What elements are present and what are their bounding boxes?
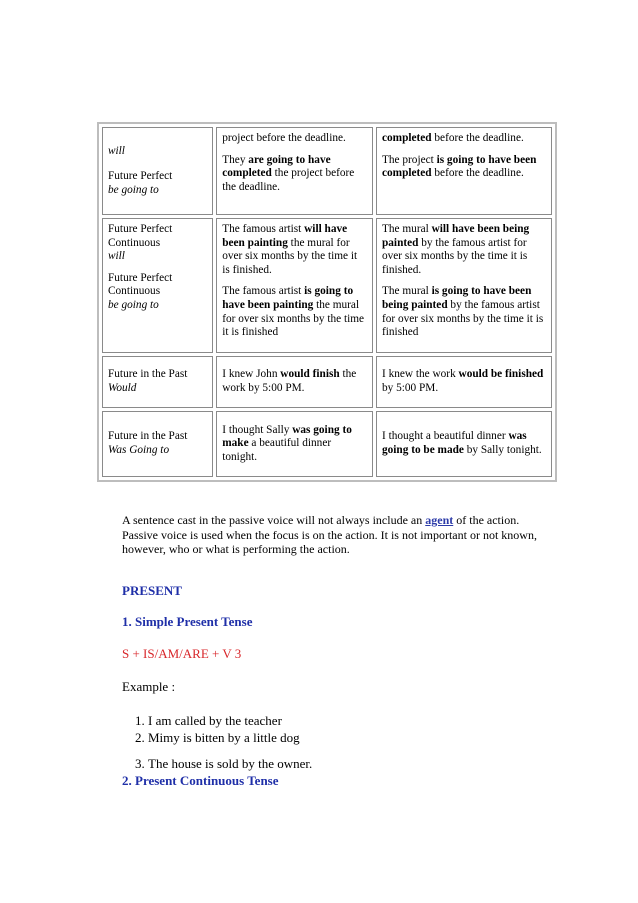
passive-text — [382, 285, 546, 339]
example-list — [122, 712, 312, 772]
tense-text: Future Perfect — [108, 271, 173, 284]
text-span: the mural for over six months by the time it is finished. — [222, 236, 358, 276]
subheading-present-continuous: 2. Present Continuous Tense — [122, 773, 279, 788]
tense-cell — [102, 218, 213, 353]
active-text — [222, 154, 367, 195]
verb-bold: would finish — [280, 368, 340, 381]
passive-cell — [376, 127, 552, 215]
example-label: Example : — [122, 679, 176, 694]
text-span: by the famous artist for over six months by the time it is finished. — [382, 236, 528, 276]
active-cell — [216, 218, 373, 353]
text-span: I knew John — [222, 368, 281, 381]
tense-text: be going to — [108, 298, 159, 311]
passive-cell — [376, 411, 552, 477]
passive-text — [382, 154, 546, 181]
text-span: I thought Sally — [222, 423, 293, 436]
text-span: The famous artist — [222, 223, 305, 235]
list-item: 2. Mimy is bitten by a little dog — [148, 729, 312, 746]
active-text — [222, 368, 367, 395]
tense-text: will — [108, 250, 125, 263]
passive-cell — [376, 218, 552, 353]
text-span: the work by 5:00 PM. — [222, 368, 357, 394]
text-span: the mural for over six months by the time it is finished — [222, 298, 365, 339]
tense-text: be going to — [108, 183, 159, 196]
text-span: by the famous artist for over six months by the time it is finished — [382, 298, 544, 339]
tense-text: Would — [108, 382, 137, 394]
active-text — [222, 424, 367, 465]
active-text — [222, 285, 367, 339]
verb-bold: are going to have completed — [222, 153, 331, 180]
verb-bold: is going to have been painting — [222, 285, 354, 311]
list-item: 3. The house is sold by the owner. — [148, 755, 312, 772]
tense-text: will — [108, 144, 125, 157]
passive-text — [382, 223, 546, 277]
active-cell — [216, 411, 373, 477]
text-span: by 5:00 PM. — [382, 382, 439, 394]
text-span: The famous artist — [222, 285, 305, 298]
tense-text: Future in the Past — [108, 368, 188, 381]
text-span: before the deadline. — [431, 132, 524, 144]
table-row — [102, 411, 552, 477]
subheading-simple-present: 1. Simple Present Tense — [122, 614, 253, 629]
tense-cell — [102, 411, 213, 477]
tense-cell — [102, 127, 213, 215]
active-text — [222, 223, 367, 277]
passive-text — [382, 132, 546, 146]
agent-link[interactable]: agent — [425, 513, 454, 527]
verb-bold: was going to make — [222, 423, 352, 450]
tense-text: Was Going to — [108, 444, 170, 456]
tense-text: Future Perfect — [108, 170, 173, 183]
text-span: the project before the deadline. — [222, 167, 355, 193]
passive-voice-paragraph — [122, 513, 552, 557]
text-span: before the deadline. — [431, 167, 524, 180]
passive-cell — [376, 356, 552, 408]
section-heading: PRESENT — [122, 583, 182, 598]
tense-text: Future Perfect — [108, 223, 173, 235]
tense-text: Continuous — [108, 285, 161, 298]
text-span: a beautiful dinner tonight. — [222, 437, 332, 463]
tense-text: Future in the Past — [108, 430, 188, 443]
text-span: The project — [382, 153, 437, 166]
active-cell — [216, 127, 373, 215]
table-row — [102, 218, 552, 353]
text-span: I thought a beautiful dinner — [382, 430, 509, 443]
verb-bold: will have been painting — [222, 223, 348, 249]
tense-table — [97, 122, 557, 482]
active-cell — [216, 356, 373, 408]
active-text: project before the deadline. — [222, 132, 346, 144]
text-span: The mural — [382, 223, 432, 235]
passive-text — [382, 430, 546, 457]
tense-text: Continuous — [108, 236, 161, 249]
verb-bold: is going to have been completed — [382, 153, 537, 180]
text-span: The mural — [382, 285, 432, 298]
paragraph-text: of the action. Passive voice is used when the focus is on the action. It is not important or not known, however, who or what is performing the action. — [122, 513, 537, 556]
table-row — [102, 127, 552, 215]
verb-bold: will have been being painted — [382, 223, 530, 249]
verb-bold: would be finished — [458, 368, 544, 381]
text-span: I knew the work — [382, 368, 459, 381]
list-item: 1. I am called by the teacher — [148, 712, 312, 729]
verb-bold: was going to be made — [382, 430, 527, 456]
formula-text: S + IS/AM/ARE + V 3 — [122, 646, 242, 661]
text-span: by Sally tonight. — [463, 444, 542, 456]
table-row — [102, 356, 552, 408]
verb-bold: completed — [382, 132, 432, 144]
tense-cell — [102, 356, 213, 408]
text-span: They — [222, 153, 249, 166]
verb-bold: is going to have been being painted — [382, 285, 532, 311]
paragraph-text: A sentence cast in the passive voice will not always include an — [122, 513, 426, 527]
passive-text — [382, 368, 546, 395]
